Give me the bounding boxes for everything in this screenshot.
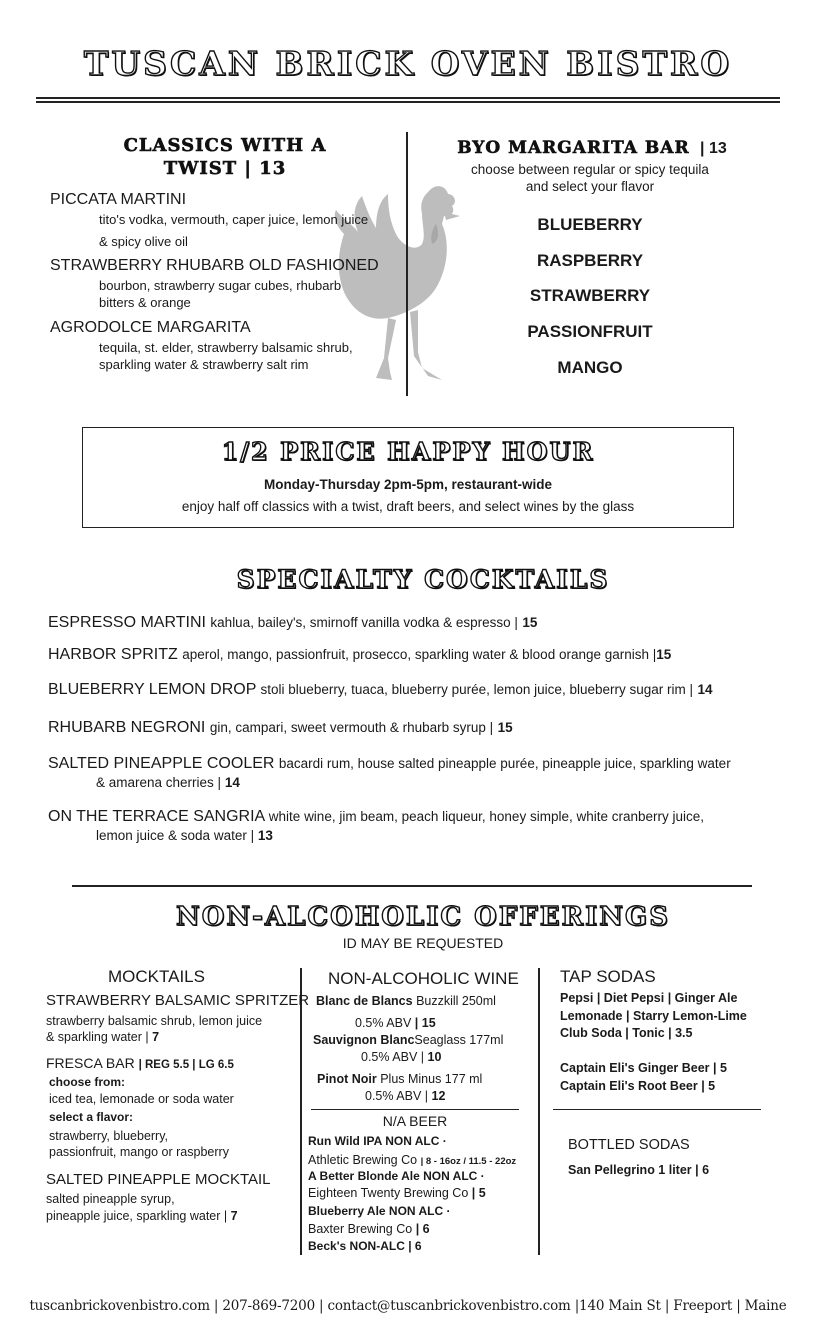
wine-abv-text: 0.5% ABV | bbox=[361, 1050, 425, 1064]
wine-item bbox=[316, 992, 496, 1011]
cocktail-desc: & amarena cherries | bbox=[96, 775, 222, 790]
cocktail-desc: aperol, mango, passionfruit, prosecco, sparkling water & blood orange garnish | bbox=[182, 647, 657, 662]
cocktail-desc: gin, campari, sweet vermouth & rhubarb syrup | bbox=[209, 720, 494, 735]
mocktail-price: 7 bbox=[152, 1030, 160, 1044]
non-alc-subtitle: ID MAY BE REQUESTED bbox=[342, 935, 504, 951]
wine-item bbox=[313, 1031, 503, 1050]
section-divider bbox=[72, 885, 752, 887]
soda-line: Captain Eli's Ginger Beer | 5 bbox=[560, 1061, 727, 1075]
beer-brewer-line bbox=[308, 1184, 486, 1203]
beer-brewer: Eighteen Twenty Brewing Co bbox=[308, 1186, 469, 1200]
fresca-price: | REG 5.5 | LG 6.5 bbox=[138, 1059, 234, 1071]
cocktail-item bbox=[48, 717, 768, 739]
margarita-flavor: STRAWBERRY bbox=[529, 286, 651, 305]
margarita-price: | 13 bbox=[700, 140, 727, 157]
fresca-bar bbox=[46, 1055, 234, 1071]
wine-name: Blanc de Blancs bbox=[316, 994, 413, 1008]
soda-line: Club Soda | Tonic | 3.5 bbox=[560, 1026, 693, 1040]
cocktail-item bbox=[48, 679, 768, 701]
wine-price: 12 bbox=[431, 1089, 446, 1103]
cocktail-price: 13 bbox=[257, 828, 273, 843]
beer-brewer: Baxter Brewing Co bbox=[308, 1222, 413, 1236]
cocktail-desc-continued bbox=[96, 775, 240, 790]
classics-title-line1: CLASSICS WITH A bbox=[123, 135, 327, 156]
mocktails-title: MOCKTAILS bbox=[108, 967, 205, 986]
cocktail-item bbox=[48, 806, 768, 828]
cocktail-price: 15 bbox=[497, 720, 513, 735]
margarita-flavor: MANGO bbox=[557, 358, 623, 377]
bottled-soda-line: San Pellegrino 1 liter | 6 bbox=[568, 1163, 710, 1177]
beer-title: N/A BEER bbox=[382, 1113, 448, 1129]
happy-hour-when: Monday-Thursday 2pm-5pm, restaurant-wide bbox=[263, 477, 553, 492]
wine-abv-text: 0.5% ABV bbox=[355, 1016, 412, 1030]
margarita-flavor: RASPBERRY bbox=[536, 251, 644, 270]
wine-name: Pinot Noir bbox=[317, 1072, 377, 1086]
mocktail-desc: salted pineapple syrup, bbox=[46, 1192, 175, 1206]
mocktail-desc bbox=[46, 1028, 159, 1047]
mocktail-desc-text: & sparkling water | bbox=[46, 1030, 149, 1044]
soda-line: Lemonade | Starry Lemon-Lime bbox=[560, 1009, 747, 1023]
cocktail-item bbox=[48, 753, 768, 775]
cocktail-name: SALTED PINEAPPLE COOLER bbox=[48, 755, 275, 772]
classics-item-desc: & spicy olive oil bbox=[99, 234, 188, 249]
cocktail-name: ESPRESSO MARTINI bbox=[48, 614, 206, 631]
cocktail-item bbox=[48, 612, 768, 634]
fresca-choose-label: choose from: bbox=[49, 1075, 126, 1089]
margarita-title: BYO MARGARITA BAR bbox=[457, 138, 690, 158]
margarita-flavor: BLUEBERRY bbox=[537, 215, 643, 234]
cocktail-name: HARBOR SPRITZ bbox=[48, 646, 178, 663]
header-divider-bottom bbox=[36, 101, 780, 103]
wine-abv bbox=[355, 1014, 436, 1033]
cocktail-price: 15 bbox=[656, 647, 672, 662]
beer-name: Run Wild IPA NON ALC · bbox=[308, 1134, 447, 1148]
beer-price: | 5 bbox=[471, 1186, 486, 1200]
wine-price: 10 bbox=[427, 1050, 442, 1064]
tap-sodas-title: TAP SODAS bbox=[560, 967, 656, 986]
column-divider bbox=[538, 968, 540, 1255]
mocktail-name: STRAWBERRY BALSAMIC SPRITZER bbox=[46, 992, 310, 1009]
cocktail-price: 14 bbox=[224, 775, 240, 790]
wine-desc: Seaglass 177ml bbox=[414, 1033, 504, 1047]
classics-item-name: STRAWBERRY RHUBARB OLD FASHIONED bbox=[50, 257, 379, 274]
mocktail-name: SALTED PINEAPPLE MOCKTAIL bbox=[46, 1171, 271, 1188]
classics-item-desc: bitters & orange bbox=[99, 295, 191, 310]
cocktail-desc: white wine, jim beam, peach liqueur, honey simple, white cranberry juice, bbox=[268, 809, 705, 824]
classics-item-name: AGRODOLCE MARGARITA bbox=[50, 319, 251, 336]
mocktail-price: 7 bbox=[230, 1209, 238, 1223]
cocktail-desc: bacardi rum, house salted pineapple purée, pineapple juice, sparkling water bbox=[278, 756, 731, 771]
classics-item-desc: sparkling water & strawberry salt rim bbox=[99, 357, 309, 372]
margarita-desc: and select your flavor bbox=[525, 179, 655, 194]
non-alc-title: NON-ALCOHOLIC OFFERINGS bbox=[175, 902, 671, 932]
wine-desc: Buzzkill 250ml bbox=[416, 994, 496, 1008]
fresca-flavors: passionfruit, mango or raspberry bbox=[49, 1145, 229, 1159]
cocktail-price: 14 bbox=[697, 682, 713, 697]
classics-title-line2: TWIST | 13 bbox=[163, 158, 287, 179]
beer-brewer: Athletic Brewing Co bbox=[308, 1153, 418, 1167]
footer-contact: tuscanbrickovenbistro.com | 207-869-7200 | contact@tuscanbrickovenbistro.com |140 Main St | Freeport | Maine bbox=[29, 1298, 787, 1314]
wine-abv bbox=[365, 1087, 445, 1106]
cocktail-desc: kahlua, bailey's, smirnoff vanilla vodka & espresso | bbox=[210, 615, 518, 630]
happy-hour-desc: enjoy half off classics with a twist, draft beers, and select wines by the glass bbox=[181, 499, 635, 514]
margarita-flavor: PASSIONFRUIT bbox=[527, 322, 653, 341]
mocktail-desc: strawberry balsamic shrub, lemon juice bbox=[46, 1014, 263, 1028]
wine-abv bbox=[361, 1048, 441, 1067]
beer-name: Beck's NON-ALC | 6 bbox=[308, 1239, 422, 1253]
wine-beer-divider bbox=[311, 1109, 519, 1110]
mocktail-desc bbox=[46, 1207, 238, 1226]
restaurant-title: TUSCAN BRICK OVEN BISTRO bbox=[83, 44, 733, 83]
sodas-divider bbox=[553, 1109, 761, 1110]
wine-title: NON-ALCOHOLIC WINE bbox=[328, 969, 519, 988]
soda-line: Captain Eli's Root Beer | 5 bbox=[560, 1079, 716, 1093]
cocktail-name: BLUEBERRY LEMON DROP bbox=[48, 681, 257, 698]
column-divider bbox=[300, 968, 302, 1255]
mocktail-desc-text: pineapple juice, sparkling water | bbox=[46, 1209, 228, 1223]
bottled-sodas-title: BOTTLED SODAS bbox=[568, 1137, 690, 1153]
wine-name: Sauvignon Blanc bbox=[313, 1033, 415, 1047]
soda-line: Pepsi | Diet Pepsi | Ginger Ale bbox=[560, 991, 738, 1005]
classics-item-desc: tequila, st. elder, strawberry balsamic shrub, bbox=[99, 340, 353, 355]
happy-hour-title: 1/2 PRICE HAPPY HOUR bbox=[221, 437, 595, 466]
margarita-desc: choose between regular or spicy tequila bbox=[471, 162, 709, 177]
beer-brewer-line bbox=[308, 1220, 430, 1239]
margarita-header bbox=[412, 138, 772, 158]
cocktail-name: ON THE TERRACE SANGRIA bbox=[48, 808, 265, 825]
classics-item-name: PICCATA MARTINI bbox=[50, 191, 187, 208]
cocktail-price: 15 bbox=[522, 615, 538, 630]
fresca-choose-options: iced tea, lemonade or soda water bbox=[49, 1092, 234, 1106]
cocktail-name: RHUBARB NEGRONI bbox=[48, 719, 206, 736]
wine-item bbox=[317, 1070, 482, 1089]
wine-abv-text: 0.5% ABV | bbox=[365, 1089, 429, 1103]
header-divider-top bbox=[36, 97, 780, 99]
cocktail-desc-continued bbox=[96, 828, 273, 843]
beer-price: | 6 bbox=[415, 1222, 430, 1236]
cocktail-item bbox=[48, 644, 768, 666]
cocktail-desc: stoli blueberry, tuaca, blueberry purée, lemon juice, blueberry sugar rim | bbox=[260, 682, 693, 697]
wine-price: | 15 bbox=[414, 1016, 436, 1030]
fresca-flavor-label: select a flavor: bbox=[49, 1110, 134, 1124]
fresca-flavors: strawberry, blueberry, bbox=[49, 1129, 169, 1143]
classics-item-desc: bourbon, strawberry sugar cubes, rhubarb bbox=[99, 278, 342, 293]
specialty-title: SPECIALTY COCKTAILS bbox=[236, 565, 610, 594]
section-vertical-divider bbox=[406, 132, 408, 396]
beer-price: | 8 - 16oz / 11.5 - 22oz bbox=[420, 1156, 517, 1167]
classics-item-desc: tito's vodka, vermouth, caper juice, lemon juice bbox=[99, 212, 369, 227]
fresca-name: FRESCA BAR bbox=[46, 1055, 135, 1071]
beer-name: Blueberry Ale NON ALC · bbox=[308, 1204, 451, 1218]
cocktail-desc: lemon juice & soda water | bbox=[96, 828, 255, 843]
wine-desc: Plus Minus 177 ml bbox=[380, 1072, 483, 1086]
beer-name: A Better Blonde Ale NON ALC · bbox=[308, 1169, 485, 1183]
